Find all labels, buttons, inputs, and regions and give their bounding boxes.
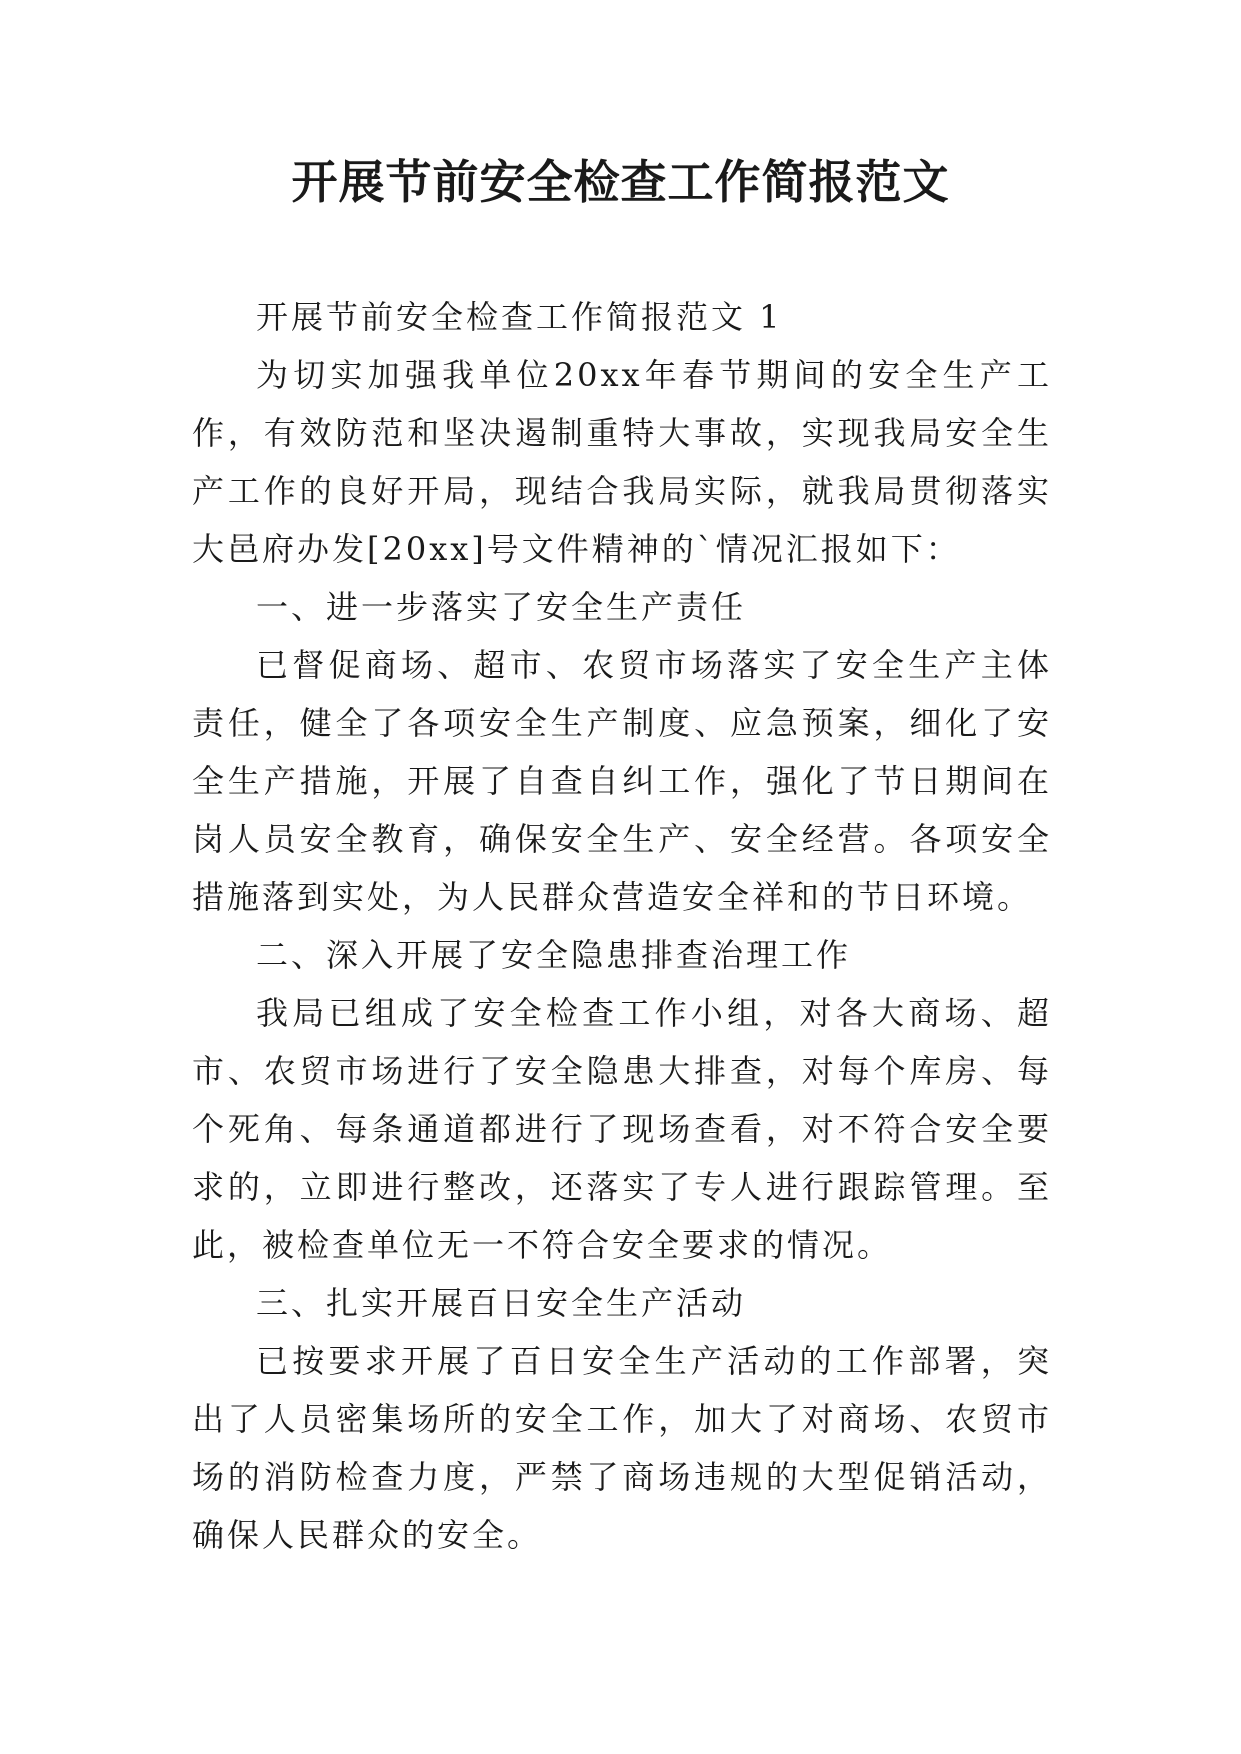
- section-heading-2: 二、深入开展了安全隐患排查治理工作: [256, 936, 852, 974]
- section-body-3: 已按要求开展了百日安全生产活动的工作部署，突出了人员密集场所的安全工作，加大了对商场、农贸市场的消防检查力度，严禁了商场违规的大型促销活动，确保人民群众的安全。: [192, 1342, 1052, 1554]
- document-body: [192, 288, 1052, 1564]
- document-title: 开展节前安全检查工作简报范文: [291, 155, 950, 209]
- intro-paragraph: 为切实加强我单位20xx年春节期间的安全生产工作，有效防范和坚决遏制重特大事故，实现我局安全生产工作的良好开局，现结合我局实际，就我局贯彻落实大邑府办发[20xx]号文件精神的`情况汇报如下：: [192, 356, 1052, 568]
- section-body-1: 已督促商场、超市、农贸市场落实了安全生产主体责任，健全了各项安全生产制度、应急预案，细化了安全生产措施，开展了自查自纠工作，强化了节日期间在岗人员安全教育，确保安全生产、安全经营。各项安全措施落到实处，为人民群众营造安全祥和的节日环境。: [192, 646, 1052, 916]
- section-heading-3: 三、扎实开展百日安全生产活动: [256, 1284, 747, 1322]
- section-body-2: 我局已组成了安全检查工作小组，对各大商场、超市、农贸市场进行了安全隐患大排查，对每个库房、每个死角、每条通道都进行了现场查看，对不符合安全要求的，立即进行整改，还落实了专人进行跟踪管理。至此，被检查单位无一不符合安全要求的情况。: [192, 994, 1052, 1264]
- subtitle-paragraph: 开展节前安全检查工作简报范文 1: [256, 298, 783, 336]
- section-heading-1: 一、进一步落实了安全生产责任: [256, 588, 747, 626]
